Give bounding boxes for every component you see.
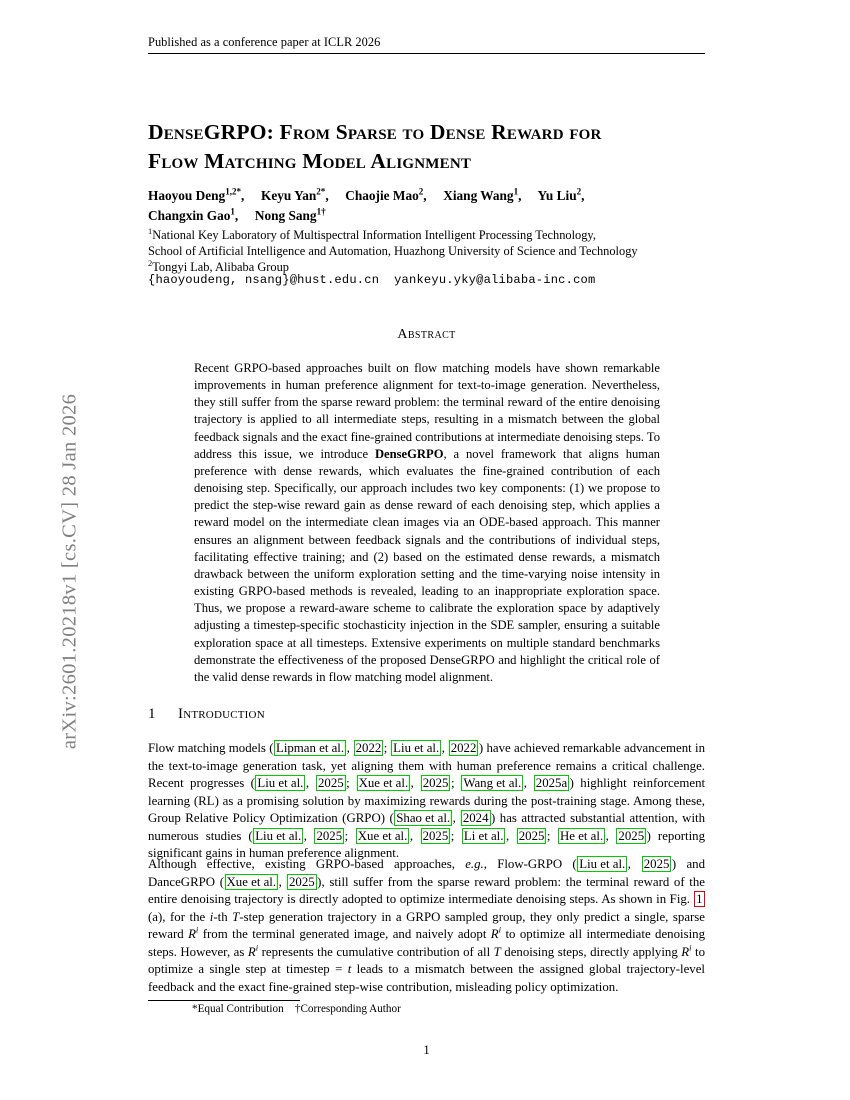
author-name: Changxin Gao$^1$ (148, 206, 235, 223)
paragraph-text: ; (344, 828, 356, 843)
citation-link[interactable]: Li et al. (463, 828, 504, 843)
author-affiliation-marker: 1 (513, 186, 519, 197)
author-name: Yu Liu$^2$ (537, 186, 582, 203)
paragraph-text: -step generation trajectory in a GRPO sampled group, they only predict a single, sparse reward (148, 909, 706, 941)
inline-math-symbol: t (347, 962, 352, 976)
paragraph-text: ) highlight reinforcement learning (RL) as a promising solution by maximizing rewards during the post-training stage. Among these, Group Relative Policy Optimization (GRPO) ( (148, 776, 706, 825)
paragraph-text: ; (450, 828, 462, 843)
intro-paragraph-2 (148, 856, 705, 996)
citation-link[interactable]: 2022 (450, 741, 477, 755)
paragraph-text: ) and DanceGRPO ( (148, 857, 705, 889)
running-head (148, 35, 705, 54)
paragraph-text: ) have achieved remarkable advancement in the text-to-image generation task, yet aligning them with human preference remains a critical challenge. Recent progresses ( (148, 741, 706, 790)
paper-page (148, 0, 705, 1100)
paragraph-text: ; (383, 741, 391, 755)
author-affiliation-marker: 1 (230, 206, 235, 217)
inline-math-symbol: $R^i$ (490, 924, 502, 941)
citation-link[interactable]: 2025 (317, 776, 344, 790)
paragraph-text: to optimize all intermediate denoising steps. However, as (148, 927, 705, 959)
citation-link[interactable]: 2025 (288, 874, 315, 889)
author-line-2 (148, 206, 708, 226)
author-separator: , (518, 188, 538, 203)
section-title: Introduction (178, 706, 265, 722)
citation-link[interactable]: 2025 (643, 857, 670, 871)
paragraph-text: , (346, 741, 354, 755)
paragraph-text: Although effective, existing GRPO-based approaches, (148, 857, 466, 871)
paragraph-text: , (452, 811, 461, 825)
inline-math-symbol: $R^i$ (681, 942, 692, 959)
citation-link[interactable]: 2025 (422, 776, 449, 790)
affiliation-text: School of Artificial Intelligence and Automation, Huazhong University of Science and Technology (148, 244, 638, 259)
affiliation-line (148, 243, 713, 259)
citation-link[interactable]: 2025 (422, 828, 449, 843)
arxiv-stamp (0, 0, 81, 1100)
paragraph-text: to optimize a single step at timestep = (148, 944, 706, 976)
citation-link[interactable]: Xue et al. (358, 776, 409, 790)
paragraph-text: , (627, 857, 642, 871)
figure-reference-link[interactable]: 1 (696, 892, 703, 906)
abstract-method-name: DenseGRPO (374, 446, 444, 461)
citation-link[interactable]: 2025a (535, 776, 568, 790)
affiliation-text: Tongyi Lab, Alibaba Group (152, 260, 289, 275)
affiliation-list (148, 227, 713, 276)
citation-link[interactable]: Xue et al. (226, 874, 277, 889)
title-line-2: Flow Matching Model Alignment (148, 149, 472, 174)
inline-math-symbol: i (209, 909, 214, 924)
affiliation-marker: 2 (148, 258, 153, 269)
author-list (148, 186, 708, 226)
citation-link[interactable]: Xue et al. (357, 828, 408, 843)
section-number: 1 (148, 706, 156, 722)
running-head-text: Published as a conference paper at ICLR 2026 (148, 35, 381, 49)
paragraph-text: , (441, 741, 449, 755)
author-name: Haoyou Deng$^{1,2*}$ (148, 186, 242, 203)
inline-math-symbol: T (493, 944, 501, 959)
affiliation-text: National Key Laboratory of Multispectral Information Intelligent Processing Technology, (152, 228, 596, 242)
title-line-1: DenseGRPO: From Sparse to Dense Reward for (148, 120, 602, 145)
citation-link[interactable]: Wang et al. (463, 776, 522, 790)
author-separator: , (234, 208, 255, 223)
paragraph-text: ) has attracted substantial attention, with numerous studies ( (148, 811, 705, 843)
citation-link[interactable]: He et al. (560, 828, 604, 843)
paragraph-text: ; (546, 828, 558, 843)
paragraph-text: ; (346, 776, 357, 790)
footnote-rule (148, 1000, 300, 1001)
paragraph-text: from the terminal generated image, and naively adopt (198, 927, 491, 941)
abstract-heading: Abstract (397, 327, 456, 342)
paragraph-text: , Flow-GRPO ( (483, 857, 577, 871)
paragraph-text: , (278, 874, 287, 889)
affiliation-line (148, 227, 713, 243)
author-separator: , (241, 188, 261, 203)
citation-link[interactable]: 2025 (618, 828, 645, 843)
author-affiliation-marker: 1,2* (225, 186, 242, 197)
author-line-1 (148, 186, 708, 206)
footnote-text: *Equal Contribution †Corresponding Author (192, 1003, 401, 1015)
citation-link[interactable]: Liu et al. (257, 776, 304, 790)
author-affiliation-marker: 2 (576, 186, 582, 197)
page-title (148, 118, 708, 176)
paragraph-text: ; (450, 776, 461, 790)
paragraph-text: ), still suffer from the sparse reward problem: the terminal reward of the entire denoising trajectory is directly adopted to optimize intermediate denoising steps. As shown in Fig. (148, 874, 705, 906)
paragraph-text: , (409, 828, 421, 843)
citation-link[interactable]: Shao et al. (396, 811, 451, 825)
author-affiliation-marker: 2 (418, 186, 424, 197)
affiliation-marker: 1 (148, 225, 153, 236)
abstract-body (194, 360, 660, 686)
paragraph-text: , (523, 776, 534, 790)
author-name: Chaojie Mao$^2$ (345, 186, 424, 203)
paragraph-text: represents the cumulative contribution of all (258, 944, 494, 959)
paragraph-text: ) reporting significant gains in human preference alignment. (148, 828, 706, 860)
abstract-text-part: Recent GRPO-based approaches built on flow matching models have shown remarkable improvements in human preference alignment for text-to-image generation. Nevertheless, they still suffer from the sparse reward problem: the terminal reward of the entire denoising trajectory is applied to all intermediate steps, resulting in a mismatch between the global feedback signals and the exact fine-grained contributions at intermediate denoising steps. To address this issue, we introduce (194, 361, 660, 461)
running-head-rule (148, 53, 705, 54)
author-name: Keyu Yan$^{2*}$ (260, 186, 326, 203)
contact-emails: {haoyoudeng, nsang}@hust.edu.cn yankeyu.yky@alibaba-inc.com (148, 273, 596, 287)
author-separator: , (325, 188, 346, 203)
paragraph-text: (a), for the (148, 909, 210, 924)
inline-math-symbol: T (232, 909, 240, 924)
author-name: Xiang Wang$^1$ (443, 186, 519, 203)
citation-link[interactable]: 2022 (355, 741, 382, 755)
inline-math-symbol: e.g. (465, 857, 484, 871)
paragraph-text: , (305, 776, 316, 790)
paragraph-text: , (303, 828, 314, 843)
paragraph-text: -th (213, 909, 233, 924)
page-number: 1 (423, 1043, 430, 1057)
citation-link[interactable]: 2024 (462, 811, 489, 825)
inline-math-symbol: $R^i$ (247, 942, 259, 959)
paragraph-text: , (605, 828, 616, 843)
paragraph-text: , (505, 828, 517, 843)
citation-link[interactable]: 2025 (518, 828, 545, 843)
author-separator: , (423, 188, 444, 203)
section-heading-introduction (148, 706, 705, 723)
citation-link[interactable]: Liu et al. (579, 857, 626, 871)
paragraph-text: Flow matching models ( (148, 741, 274, 755)
paragraph-text: denoising steps, directly applying (500, 944, 682, 959)
inline-math-symbol: $R^i$ (188, 924, 199, 941)
citation-link[interactable]: 2025 (316, 828, 343, 843)
paragraph-text: , (410, 776, 421, 790)
citation-link[interactable]: Liu et al. (393, 741, 440, 755)
arxiv-stamp-text: arXiv:2601.20218v1 [cs.CV] 28 Jan 2026 (58, 393, 81, 750)
intro-paragraph-1 (148, 740, 705, 863)
author-name: Nong Sang$^{1\dagger}$ (254, 206, 326, 223)
author-affiliation-marker: 2* (316, 186, 326, 197)
citation-link[interactable]: Liu et al. (255, 828, 302, 843)
author-affiliation-marker: 1† (316, 206, 326, 217)
author-separator: , (581, 188, 602, 203)
abstract-text-part: , a novel framework that aligns human preference with dense rewards, which evaluates the fine-grained contribution of each denoising step. Specifically, our approach includes two key components: (1) we propose to predict the step-wise reward gain as dense reward of each denoising step, which applies a reward model on the intermediate clean images via an ODE-based approach. This manner ensures an alignment between feedback signals and the contributions of individual steps, facilitating effective training; and (2) based on the estimated dense rewards, a mismatch drawback between the uniform exploration setting and the time-varying noise intensity in existing GRPO-based methods is revealed, leading to an inappropriate exploration space. Thus, we propose a reward-aware scheme to calibrate the exploration space by adaptively adjusting a timestep-specific stochasticity injection in the SDE sampler, ensuring a suitable exploration space at all timesteps. Extensive experiments on multiple standard benchmarks demonstrate the effectiveness of the proposed DenseGRPO and highlight the critical role of the valid dense rewards in flow matching model alignment. (194, 446, 660, 684)
paragraph-text: leads to a mismatch between the assigned global trajectory-level feedback and the exact fine-grained step-wise contribution, misleading policy optimization. (148, 962, 705, 994)
citation-link[interactable]: Lipman et al. (275, 741, 345, 755)
